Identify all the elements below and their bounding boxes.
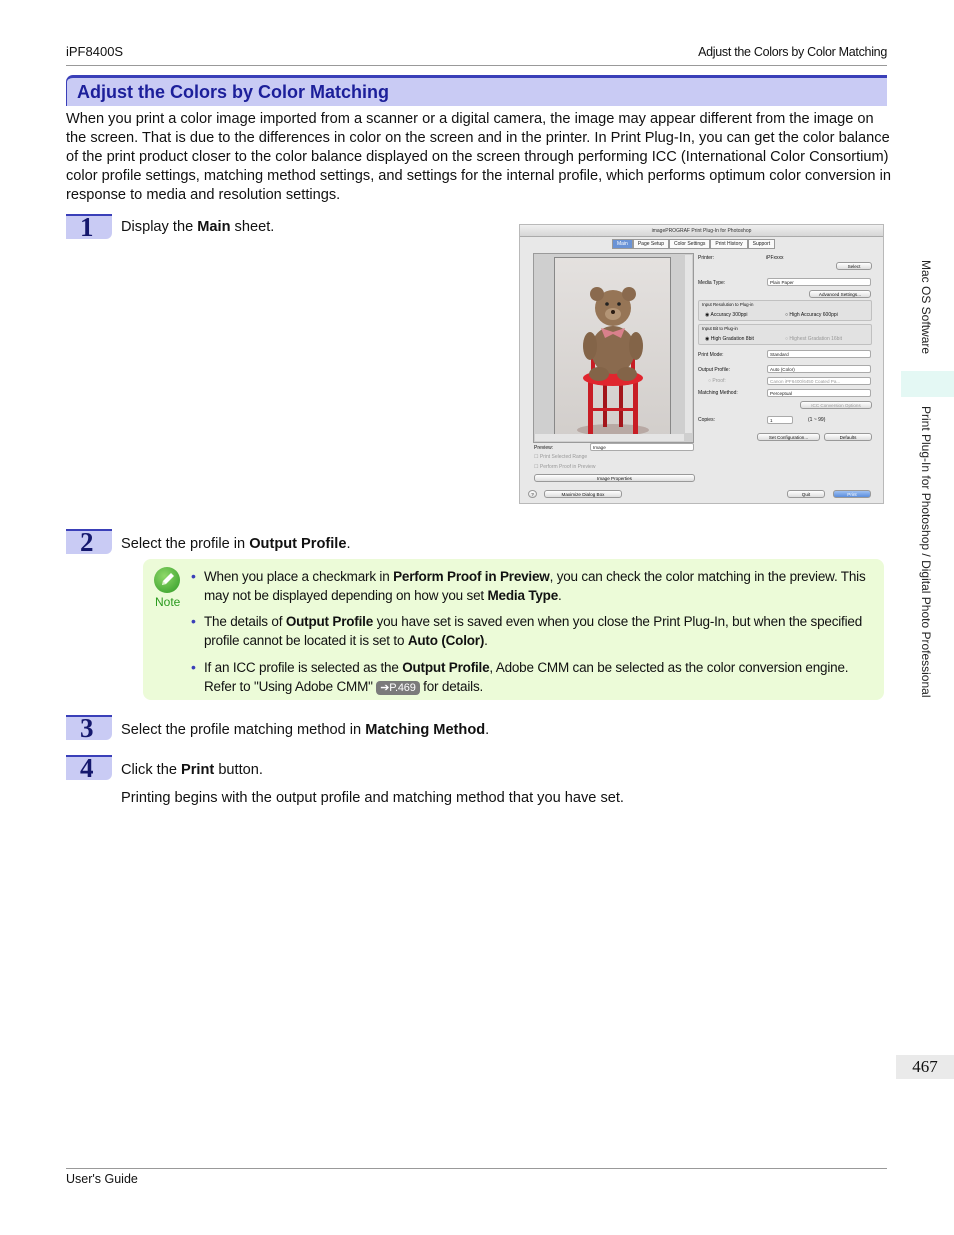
- preview-scrollbar-vertical[interactable]: [685, 255, 692, 433]
- print-mode-label: Print Mode:: [698, 352, 724, 358]
- icc-conversion-options-button[interactable]: ICC Conversion Options: [800, 401, 872, 409]
- tab-support[interactable]: Support: [748, 239, 776, 249]
- radio-high-accuracy-600[interactable]: ○ High Accuracy 600ppi: [785, 312, 838, 318]
- printer-label: Printer:: [698, 255, 715, 261]
- step-3-badge: 3: [66, 715, 112, 740]
- output-profile-label: Output Profile:: [698, 367, 730, 373]
- step-2-badge: 2: [66, 529, 112, 554]
- resolution-group: Input Resolution to Plug-in ◉ Accuracy 300ppi ○ High Accuracy 600ppi: [698, 300, 872, 321]
- matching-method-select[interactable]: Perceptual: [767, 389, 871, 397]
- radio-accuracy-300[interactable]: ◉ Accuracy 300ppi: [705, 312, 748, 318]
- section-title: Adjust the Colors by Color Matching: [77, 82, 390, 102]
- tab-color-settings[interactable]: Color Settings: [669, 239, 710, 249]
- note-item-3: • If an ICC profile is selected as the Output Profile, Adobe CMM can be selected as the color conversion engine. Refer to "Using Adobe CMM" ➔P.469 for details.: [191, 659, 849, 694]
- sidenav-print-plugin[interactable]: Print Plug-In for Photoshop / Digital Photo Professional: [919, 406, 933, 698]
- print-mode-select[interactable]: Standard: [767, 350, 871, 358]
- perform-proof-checkbox[interactable]: ☐ Perform Proof in Preview: [534, 464, 596, 470]
- media-type-label: Media Type:: [698, 280, 726, 286]
- set-configuration-button[interactable]: Set Configuration...: [757, 433, 820, 441]
- step-4-text: Click the Print button.: [121, 762, 263, 778]
- header-rule: [66, 65, 887, 66]
- sidenav-current-marker: [901, 371, 954, 397]
- copies-label: Copies:: [698, 417, 715, 423]
- print-button[interactable]: Print: [833, 490, 871, 498]
- printer-value: iPFxxxx: [766, 255, 784, 261]
- copies-input[interactable]: 1: [767, 416, 793, 424]
- preview-photo: [554, 257, 671, 440]
- tab-print-history[interactable]: Print History: [710, 239, 747, 249]
- output-profile-select[interactable]: Auto (Color): [767, 365, 871, 373]
- section-title-bar: [66, 75, 887, 106]
- page-reference-link[interactable]: ➔P.469: [376, 681, 419, 695]
- note-label: Note: [155, 595, 181, 609]
- note-box: [143, 559, 884, 700]
- dialog-tabs: [612, 239, 775, 249]
- maximize-dialog-button[interactable]: Maximize Dialog Box: [544, 490, 622, 498]
- select-button[interactable]: Select: [836, 262, 872, 270]
- intro-paragraph: When you print a color image imported from a scanner or a digital camera, the image may appear different from the image on the screen. That is due to the differences in color on the screen and in the printer. In Print Plug-In, you can get the color balance of the print product closer to the color balance displayed on the screen through performing ICC (International Color Consortium) color profile settings, matching method settings, and settings for the internal profile, which performs optimum color conversion in response to media and resolution settings.: [66, 111, 891, 203]
- step-3-text: Select the profile matching method in Matching Method.: [121, 722, 490, 738]
- quit-button[interactable]: Quit: [787, 490, 825, 498]
- step-4-followup: Printing begins with the output profile and matching method that you have set.: [121, 790, 624, 806]
- step-1-text: Display the Main sheet.: [121, 219, 275, 235]
- preview-select[interactable]: Image: [590, 443, 694, 451]
- preview-label: Preview:: [534, 445, 554, 451]
- header-product: iPF8400S: [66, 44, 124, 59]
- footer-text: User's Guide: [66, 1172, 138, 1186]
- defaults-button[interactable]: Defaults: [824, 433, 872, 441]
- radio-highest-gradation-16bit[interactable]: ○ Highest Gradation 16bit: [785, 336, 842, 342]
- footer-rule: [66, 1168, 887, 1169]
- bit-group: Input Bit to Plug-in ◉ High Gradation 8bit ○ Highest Gradation 16bit: [698, 324, 872, 345]
- header-section: Adjust the Colors by Color Matching: [698, 45, 887, 59]
- matching-method-label: Matching Method:: [698, 390, 738, 396]
- step-2-text: Select the profile in Output Profile.: [121, 536, 351, 552]
- proof-select[interactable]: Canon iPF6400/6450 Coated Pa...: [767, 377, 871, 385]
- print-selected-range-checkbox[interactable]: ☐ Print Selected Range: [534, 454, 588, 460]
- dialog-screenshot: [519, 224, 884, 504]
- image-properties-button[interactable]: Image Properties: [534, 474, 695, 482]
- step-4-badge: 4: [66, 755, 112, 780]
- preview-scrollbar-horizontal[interactable]: [535, 434, 684, 441]
- sidenav-mac-os-software[interactable]: Mac OS Software: [919, 260, 933, 355]
- tab-main[interactable]: Main: [612, 239, 633, 249]
- dialog-title: imagePROGRAF Print Plug-In for Photoshop: [520, 225, 883, 237]
- note-item-2: • The details of Output Profile you have set is saved even when you close the Print Plug-In, but when the specified profile cannot be located it is set to Auto (Color).: [191, 613, 863, 648]
- preview-pane: [533, 253, 694, 443]
- advanced-settings-button[interactable]: Advanced Settings...: [809, 290, 871, 298]
- help-icon[interactable]: ?: [528, 490, 537, 498]
- tab-page-setup[interactable]: Page Setup: [633, 239, 669, 249]
- pencil-note-icon: [154, 567, 180, 593]
- page-number: 467: [896, 1055, 954, 1079]
- radio-high-gradation-8bit[interactable]: ◉ High Gradation 8bit: [705, 336, 754, 342]
- note-item-1: • When you place a checkmark in Perform Proof in Preview, you can check the color matching in the preview. This may not be displayed depending on how you set Media Type.: [191, 568, 866, 603]
- step-1-badge: 1: [66, 214, 112, 239]
- teddy-bear-chair-image: [555, 258, 672, 441]
- proof-label: ○ Proof:: [708, 378, 726, 384]
- copies-range: (1 ~ 99): [808, 417, 826, 423]
- media-type-select[interactable]: Plain Paper: [767, 278, 871, 286]
